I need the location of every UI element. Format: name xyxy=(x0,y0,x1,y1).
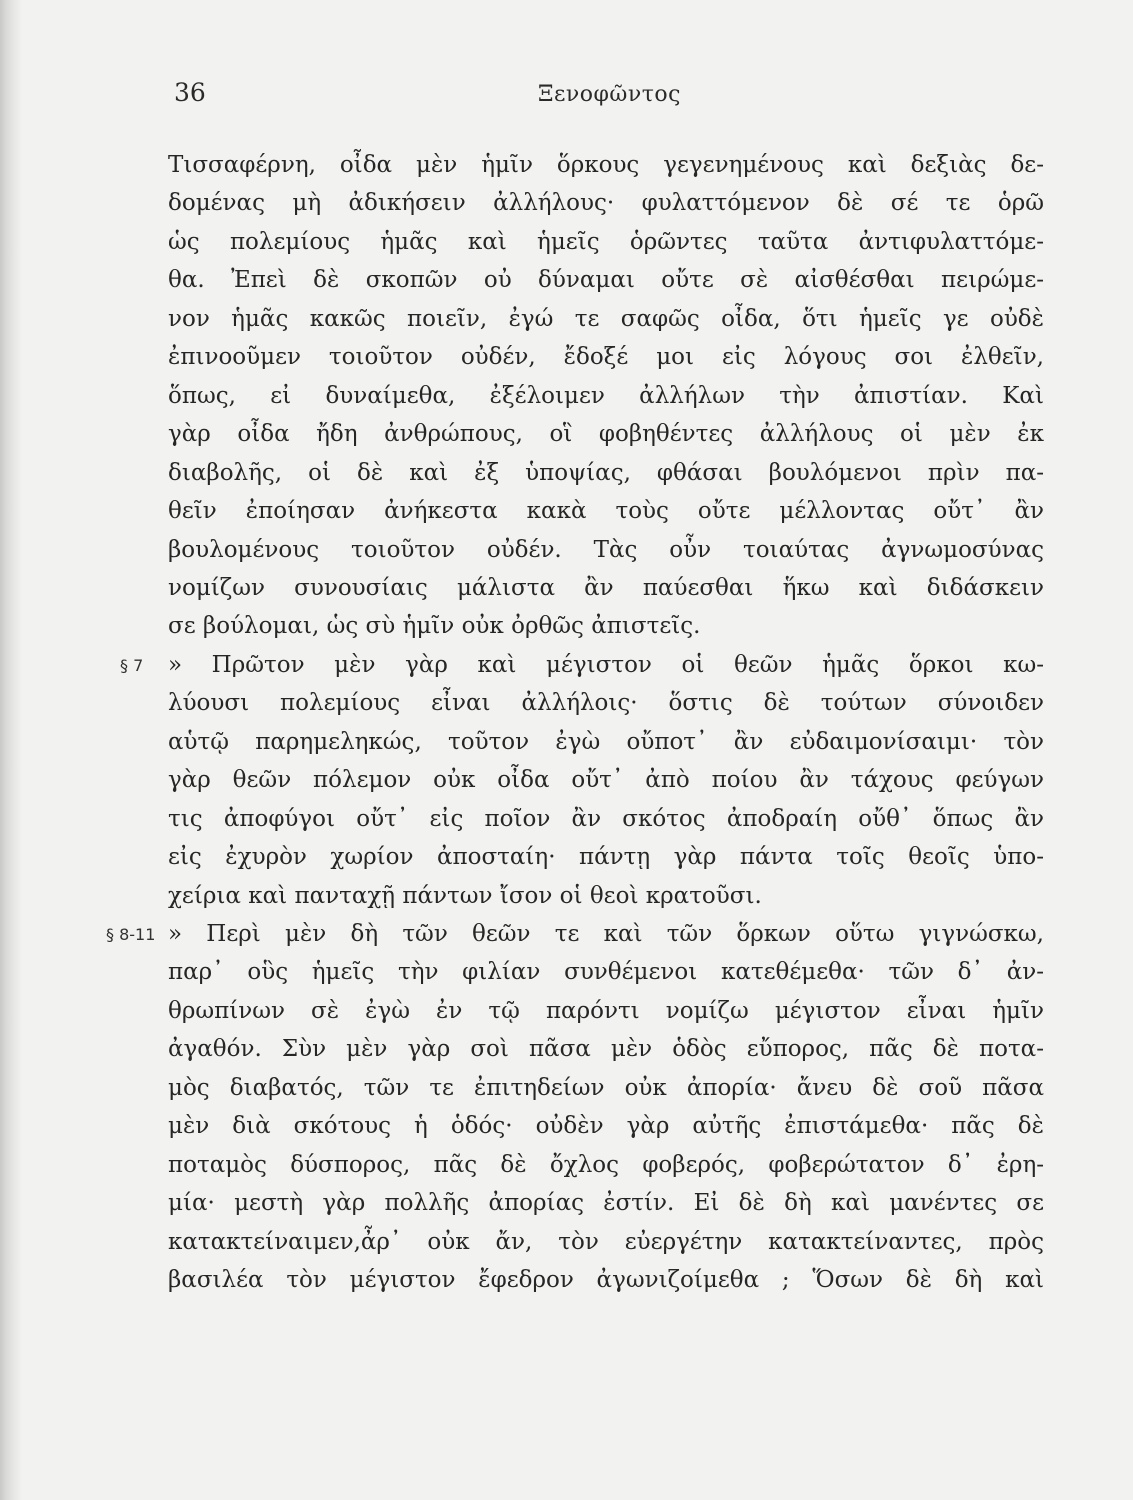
text-line: γὰρ θεῶν πόλεμον οὐκ οἶδα οὔτ᾽ ἀπὸ ποίου ἂν τάχους φεύγων xyxy=(168,767,1044,794)
text-line: δομένας μὴ ἀδικήσειν ἀλλήλους· φυλαττόμενον δὲ σέ τε ὁρῶ xyxy=(168,190,1044,217)
text-line: μὲν διὰ σκότους ἡ ὁδός· οὐδὲν γὰρ αὐτῆς ἐπιστάμεθα· πᾶς δὲ xyxy=(168,1113,1044,1140)
text-line: παρ᾽ οὓς ἡμεῖς τὴν φιλίαν συνθέμενοι κατεθέμεθα· τῶν δ᾽ ἀν- xyxy=(168,959,1044,986)
text-line: θα. Ἐπεὶ δὲ σκοπῶν οὐ δύναμαι οὔτε σὲ αἰσθέσθαι πειρώμε- xyxy=(168,267,1044,294)
text-line: σε βούλομαι, ὡς σὺ ἡμῖν οὐκ ὀρθῶς ἀπιστεῖς. xyxy=(168,613,701,640)
text-line: βουλομένους τοιοῦτον οὐδέν. Τὰς οὖν τοιαύτας ἀγνωμοσύνας xyxy=(168,536,1044,563)
text-line: εἰς ἐχυρὸν χωρίον ἀποσταίη· πάντῃ γὰρ πάντα τοῖς θεοῖς ὑπο- xyxy=(168,844,1044,871)
text-line: θρωπίνων σὲ ἐγὼ ἐν τῷ παρόντι νομίζω μέγιστον εἶναι ἡμῖν xyxy=(168,997,1044,1024)
text-line: ὅπως, εἰ δυναίμεθα, ἐξέλοιμεν ἀλλήλων τὴν ἀπιστίαν. Καὶ xyxy=(168,382,1044,409)
text-line: ποταμὸς δύσπορος, πᾶς δὲ ὄχλος φοβερός, φοβερώτατον δ᾽ ἐρη- xyxy=(168,1151,1044,1178)
text-line: ὡς πολεμίους ἡμᾶς καὶ ἡμεῖς ὁρῶντες ταῦτα ἀντιφυλαττόμε- xyxy=(168,228,1044,255)
text-line: ἀγαθόν. Σὺν μὲν γὰρ σοὶ πᾶσα μὲν ὁδὸς εὔπορος, πᾶς δὲ ποτα- xyxy=(168,1036,1044,1063)
text-line: λύουσι πολεμίους εἶναι ἀλλήλοις· ὅστις δὲ τούτων σύνοιδεν xyxy=(168,690,1044,717)
text-line: νομίζων συνουσίαις μάλιστα ἂν παύεσθαι ἥκω καὶ διδάσκειν xyxy=(168,574,1044,601)
text-line: βασιλέα τὸν μέγιστον ἔφεδρον ἀγωνιζοίμεθα ; Ὅσων δὲ δὴ καὶ xyxy=(168,1267,1044,1294)
text-line: κατακτείναιμεν,ἆρ᾽ οὐκ ἄν, τὸν εὐεργέτην κατακτείναντες, πρὸς xyxy=(168,1228,1044,1255)
text-line: μία· μεστὴ γὰρ πολλῆς ἀπορίας ἐστίν. Εἰ δὲ δὴ καὶ μανέντες σε xyxy=(168,1190,1044,1217)
text-line: τις ἀποφύγοι οὔτ᾽ εἰς ποῖον ἂν σκότος ἀποδραίη οὔθ᾽ ὅπως ἂν xyxy=(168,805,1044,832)
text-line: » Περὶ μὲν δὴ τῶν θεῶν τε καὶ τῶν ὅρκων οὕτω γιγνώσκω, xyxy=(168,921,1044,947)
text-line: ἐπινοοῦμεν τοιοῦτον οὐδέν, ἔδοξέ μοι εἰς λόγους σοι ἐλθεῖν, xyxy=(168,344,1044,371)
text-line: μὸς διαβατός, τῶν τε ἐπιτηδείων οὐκ ἀπορία· ἄνευ δὲ σοῦ πᾶσα xyxy=(168,1074,1044,1101)
text-line: νον ἡμᾶς κακῶς ποιεῖν, ἐγώ τε σαφῶς οἶδα, ὅτι ἡμεῖς γε οὐδὲ xyxy=(168,305,1044,332)
text-line: » Πρῶτον μὲν γὰρ καὶ μέγιστον οἱ θεῶν ἡμᾶς ὅρκοι κω- xyxy=(168,651,1044,678)
text-line: διαβολῆς, οἱ δὲ καὶ ἐξ ὑποψίας, φθάσαι βουλόμενοι πρὶν πα- xyxy=(168,459,1044,486)
text-line: χείρια καὶ πανταχῇ πάντων ἴσον οἱ θεοὶ κρατοῦσι. xyxy=(168,882,762,909)
text-line: θεῖν ἐποίησαν ἀνήκεστα κακὰ τοὺς οὔτε μέλλοντας οὔτ᾽ ἂν xyxy=(168,498,1044,525)
section-marker: § 8-11 xyxy=(106,925,156,944)
page-number: 36 xyxy=(174,78,206,107)
section-marker: § 7 xyxy=(120,655,144,675)
page-header xyxy=(174,78,1054,118)
text-line: Τισσαφέρνη, οἶδα μὲν ἡμῖν ὅρκους γεγενημένους καὶ δεξιὰς δε- xyxy=(168,152,1044,178)
text-line: γὰρ οἶδα ἤδη ἀνθρώπους, οἳ φοβηθέντες ἀλλήλους οἱ μὲν ἐκ xyxy=(168,421,1044,448)
running-head: Ξενοφῶντος xyxy=(538,82,681,107)
text-line: αὑτῷ παρημεληκώς, τοῦτον ἐγὼ οὔποτ᾽ ἂν εὐδαιμονίσαιμι· τὸν xyxy=(168,728,1044,755)
binding-edge xyxy=(0,0,22,1500)
